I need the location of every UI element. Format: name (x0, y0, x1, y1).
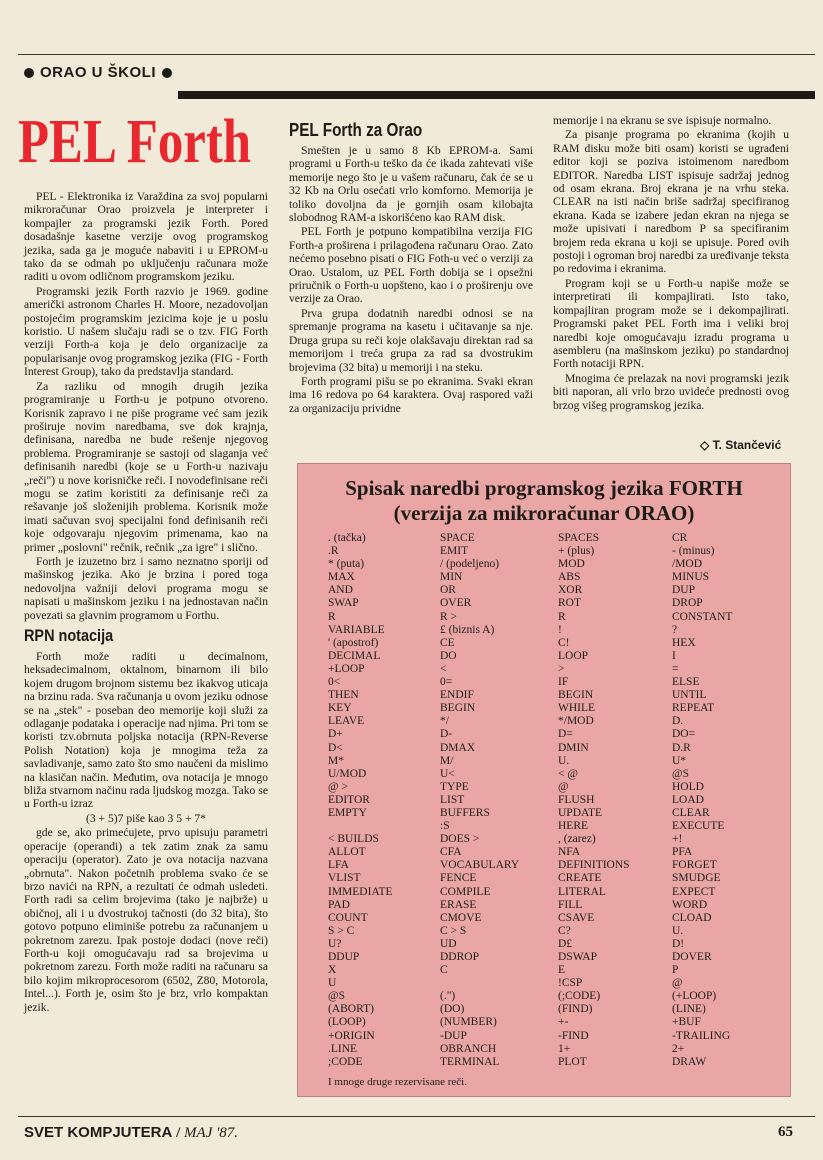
command-word: D. (672, 715, 684, 728)
section-label (24, 64, 172, 81)
command-word: .LINE (328, 1042, 358, 1055)
command-word: - (minus) (672, 545, 715, 558)
command-word: HERE (558, 820, 589, 833)
command-word: DROP (672, 597, 703, 610)
command-word: C > S (440, 924, 467, 937)
command-word: -DUP (440, 1029, 467, 1042)
command-word: ERASE (440, 898, 477, 911)
command-word: M* (328, 754, 344, 767)
footer-separator: / (176, 1125, 181, 1141)
footer-rule (18, 1116, 815, 1117)
command-word: M/ (440, 754, 454, 767)
command-word: */MOD (558, 715, 594, 728)
command-word: (;CODE) (558, 990, 601, 1003)
command-word: £ (biznis A) (440, 623, 495, 636)
command-word: , (zarez) (558, 833, 596, 846)
command-word: !CSP (558, 977, 583, 990)
command-word: EDITOR (328, 793, 370, 806)
header-bar (178, 91, 815, 99)
command-word: CREATE (558, 872, 602, 885)
command-word: ALLOT (328, 846, 366, 859)
section-name: ORAO U ŠKOLI (40, 64, 157, 81)
command-word: PLOT (558, 1055, 587, 1068)
command-word: UNTIL (672, 689, 707, 702)
command-word: IF (558, 676, 569, 689)
paragraph: Za razliku od mnogih drugih jezika programiranje u Forth-u je potpuno otvoreno. Korisnik zapravo i ne piše programe već sam jezik proširuje novim naredbama, sve dok krajnja, definisana, naredba ne bude rešenje njegovog problema. Programiranje se sastoji od slaganja već definisanih naredbi (koje se u Forth-u nazivaju „reči") u nove korisničke reči. I novodefinisane reči mogu se zatim koristiti za definisanje reči za rešavanje još složenijih problema. Korisnik može imati sačuvan svoj specijalni fond definisanih reči koje odgovaraju njegovim primenama, kao na primer „poslovni" rečnik, rečnik „za igre" i slično. (24, 379, 268, 554)
command-word: C! (558, 636, 570, 649)
command-word: SPACES (558, 532, 600, 544)
command-word: 1+ (558, 1042, 571, 1055)
command-word: ENDIF (440, 689, 474, 702)
command-word: ! (558, 623, 562, 636)
command-word: DDROP (440, 951, 479, 963)
command-word: -FIND (558, 1029, 589, 1042)
command-word: DEFINITIONS (558, 859, 630, 872)
command-word: P (672, 964, 679, 977)
command-word: AND (328, 584, 353, 597)
command-word: FLUSH (558, 793, 595, 806)
command-word: ROT (558, 597, 581, 610)
command-word: (NUMBER) (440, 1016, 497, 1029)
rpn-heading: RPN notacija (24, 626, 114, 645)
command-word: DSWAP (558, 951, 597, 963)
command-word: LIST (440, 793, 465, 806)
command-word: @ > (328, 780, 348, 793)
command-word: DOVER (672, 951, 712, 963)
command-word: EMIT (440, 545, 469, 558)
command-word: . (tačka) (328, 532, 366, 544)
paragraph: Mnogima će prelazak na novi programski jezik biti naporan, ali vrlo brzo uvideće prednosti ovog brzog višeg programskog jezika. (553, 371, 789, 412)
author: ◇ T. Stančević (700, 438, 782, 452)
command-word: MIN (440, 571, 463, 584)
command-word: @S (328, 990, 345, 1003)
command-word: -TRAILING (672, 1029, 731, 1042)
command-word: DUP (672, 584, 696, 597)
command-word: < BUILDS (328, 833, 379, 846)
command-word: WHILE (558, 702, 596, 715)
command-word: OR (440, 584, 456, 597)
command-word: LEAVE (328, 715, 365, 728)
command-word: U< (440, 767, 455, 780)
command-word: SPACE (440, 532, 475, 544)
command-word: NFA (558, 846, 581, 859)
command-word: 2+ (672, 1042, 685, 1055)
col2-heading: PEL Forth za Orao (289, 120, 423, 140)
column-2 (289, 144, 533, 416)
column-1 (24, 190, 268, 1015)
command-word: U. (558, 754, 570, 767)
command-word: TERMINAL (440, 1055, 500, 1068)
command-word: SWAP (328, 597, 359, 610)
command-word: */ (440, 715, 449, 728)
command-word: DMAX (440, 741, 476, 754)
command-word: FORGET (672, 859, 717, 872)
command-word: ;CODE (328, 1055, 363, 1068)
paragraph: PEL Forth je potpuno kompatibilna verzija FIG Forth-a proširena i prilagođena računaru Orao. Zato nećemo posebno pisati o FIG Foth-u već o verziji za Orao. Ustalom, uz PEL Forth dobija se i opsežni priručnik o Forth-u uopšteno, kao i o proširenju ove verzije za Orao. (289, 225, 533, 306)
top-rule (18, 54, 815, 55)
command-word: DOES > (440, 833, 480, 846)
command-word: VOCABULARY (440, 859, 520, 872)
command-word: DO (440, 649, 457, 662)
command-word: CR (672, 532, 688, 544)
command-word: COMPILE (440, 885, 491, 898)
command-word: DMIN (558, 741, 589, 754)
command-word: +! (672, 833, 683, 846)
command-word: CSAVE (558, 911, 595, 924)
command-word: THEN (328, 689, 359, 702)
paragraph: memorije i na ekranu se sve ispisuje normalno. (553, 114, 772, 127)
command-word: BEGIN (440, 702, 476, 715)
command-word: PAD (328, 898, 350, 911)
command-word: D£ (558, 937, 573, 950)
command-word: KEY (328, 702, 352, 715)
command-word: > (558, 662, 565, 675)
command-word: LFA (328, 859, 349, 872)
command-word: U* (672, 754, 687, 767)
command-word: (LINE) (672, 1003, 706, 1016)
command-word: + (plus) (558, 545, 595, 558)
command-word: S > C (328, 924, 355, 937)
command-word: (ABORT) (328, 1003, 374, 1016)
command-word: LITERAL (558, 885, 606, 898)
command-word: TYPE (440, 780, 469, 793)
command-word: IMMEDIATE (328, 885, 393, 898)
paragraph: Program koji se u Forth-u napiše može se interpretirati ili kompajlirati. Isto tako, kompajliran program može se i dekompajlirati. Programski paket PEL Forth ima i veliki broj naredbi koje omogućavaju izradu programa u asembleru (na mašinskom jeziku) po standardnoj Forth notaciji RPN. (553, 276, 789, 371)
command-word: BUFFERS (440, 806, 490, 819)
command-list-box (297, 463, 791, 1097)
command-word: .R (328, 545, 339, 558)
command-word: (+LOOP) (672, 990, 717, 1003)
command-word (440, 977, 558, 990)
command-word: DRAW (672, 1055, 707, 1068)
command-word: I (672, 649, 676, 662)
command-grid (328, 532, 786, 1069)
command-word: UD (440, 937, 457, 950)
command-word: ? (672, 623, 678, 636)
command-word: EMPTY (328, 806, 367, 819)
bullet-icon (162, 68, 172, 78)
command-word: XOR (558, 584, 583, 597)
command-word: ABS (558, 571, 581, 584)
command-word: D- (440, 728, 453, 741)
command-word: OBRANCH (440, 1042, 497, 1055)
command-word: D! (672, 937, 685, 950)
command-word: CONSTANT (672, 610, 733, 623)
command-word: /MOD (672, 558, 703, 571)
command-word: U. (672, 924, 684, 937)
command-word: REPEAT (672, 702, 715, 715)
command-word: OVER (440, 597, 472, 610)
command-word (328, 820, 440, 833)
command-word: +- (558, 1016, 569, 1029)
command-word: DO= (672, 728, 696, 741)
command-word: / (podeljeno) (440, 558, 500, 571)
command-word: (DO) (440, 1003, 465, 1016)
command-word: CLOAD (672, 911, 712, 924)
command-word: WORD (672, 898, 708, 911)
command-word: X (328, 964, 337, 977)
command-word: D= (558, 728, 573, 741)
command-word: HOLD (672, 780, 704, 793)
command-word: MOD (558, 558, 585, 571)
command-word: 0< (328, 676, 341, 689)
command-word: (FIND) (558, 1003, 593, 1016)
command-word: CFA (440, 846, 462, 859)
command-word: D< (328, 741, 343, 754)
paragraph: Forth je izuzetno brz i samo neznatno sporiji od mašinskog jezika. Ako je brzina i pored toga nedovoljna važniji delovi programa mogu se napisati u mašinskom jeziku i na jednostavan način povezati sa glavnim programom u Forthu. (24, 554, 268, 622)
command-word: D.R (672, 741, 691, 754)
command-word: @S (672, 767, 689, 780)
command-word: LOAD (672, 793, 704, 806)
command-word: BEGIN (558, 689, 594, 702)
command-word: COUNT (328, 911, 368, 924)
command-word: CLEAR (672, 806, 710, 819)
command-word: @ (672, 977, 683, 990)
command-word: :S (440, 820, 450, 833)
paragraph: Smešten je u samo 8 Kb EPROM-a. Sami programi u Forth-u teško da će ikada zahtevati više memorije nego što je u vašem računaru, čak će se u 32 Kb na Orlu osećati vrlo komforno. Memorija je toliko dovoljna da je gornjih osam kilobajta slobodnog RAM-a iskorišćeno kao RAM disk. (289, 144, 533, 225)
command-word: VLIST (328, 872, 361, 885)
command-word: R > (440, 610, 458, 623)
command-word: DDUP (328, 951, 360, 963)
command-word: CMOVE (440, 911, 482, 924)
article-title: PEL Forth (18, 108, 252, 176)
paragraph: Forth može raditi u decimalnom, heksadecimalnom, oktalnom, binarnom ili bilo kojem drugom brojnom sistemu bez ikakvog uticaja na brzinu rada. Sva računanja u ovom jeziku odnose se na „stek" - poseban deo memorije koji služi za odlaganje podataka i operacije nad njima. Pri tom se koristi tzv.obrnuta poljska notacija (RPN-Reverse Polish Notation) koja je mnogima teža za savladivanje, samo zato što smo naučeni da mislimo na klasičan način. Međutim, ova notacija je mnogo bliža stvarnom načinu rada ljudskog mozga. Tako se u Forth-u izraz (24, 650, 268, 811)
command-word: MAX (328, 571, 355, 584)
command-word: UPDATE (558, 806, 603, 819)
command-word: SMUDGE (672, 872, 721, 885)
command-word: (LOOP) (328, 1016, 366, 1029)
command-word: +LOOP (328, 662, 365, 675)
command-word: < (440, 662, 447, 675)
command-word: D+ (328, 728, 343, 741)
page-number: 65 (778, 1124, 793, 1140)
command-word: EXPECT (672, 885, 716, 898)
command-word: 0= (440, 676, 453, 689)
command-word: U (328, 977, 337, 990)
command-word: C? (558, 924, 571, 937)
command-word: ' (apostrof) (328, 636, 379, 649)
paragraph: gde se, ako primećujete, prvo upisuju parametri operacije (operandi) a tek zatim znak za samu operaciju (operator). Zato je ova notacija nazvana „obrnuta". Nakon početnih problema svako će se brzo navići na RPN, a rezultati će odmah usledeti. Forth radi sa celim brojevima (tako je najbrže) u običnoj, ali i u dvostrukoj tačnosti (do 32 bita), što gotovo potpuno eliminiše potrebu za računanjem u pokretnom zarezu. Ipak postoje dodaci (nove reči) Forth-u koji omogućavaju rad sa brojevima u pokretnom zarezu. Forth može raditi na računaru sa bilo kojim mikroprocesorom (6502, Z80, Motorola, Intel...). Forth je, osim što je brz, vrlo kompaktan jezik. (24, 826, 268, 1014)
command-word: FENCE (440, 872, 477, 885)
magazine-name: SVET KOMPJUTERA (24, 1124, 173, 1141)
command-word: U/MOD (328, 767, 367, 780)
command-word: (.") (440, 990, 456, 1003)
box-title (298, 476, 790, 526)
box-title-line-2: (verzija za mikroračunar ORAO) (393, 501, 695, 525)
command-word: < @ (558, 767, 578, 780)
formula: (3 + 5)7 piše kao 3 5 + 7* (86, 811, 206, 825)
paragraph: Programski jezik Forth razvio je 1969. godine američki astronom Charles H. Moore, nezadovoljan postojećim programskim jezicima koje je u poslu koristio. U našem slučaju radi se o tzv. FIG Forth verziji Forth-a koja je delo organizacije za popularisanje ovog programskog jezika (FIG - Forth Interest Group), tako da predstavlja standard. (24, 284, 268, 379)
command-word: VARIABLE (328, 623, 385, 636)
command-word: * (puta) (328, 558, 365, 571)
paragraph: Za pisanje programa po ekranima (kojih u RAM disku može biti osam) koristi se ugrađeni editor koji se poziva istoimenom naredbom EDITOR. Naredba LIST ispisuje sadržaj jednog od osam ekrana. Broj ekrana je na vrhu steka. CLEAR na isti način briše sadržaj specifiranog ekrana. Kada se izabere jedan ekran na njega se može upisivati i naredbom P sa specifiranim brojem reda ekrana u koji se upisuje. Pored ovih postoji i ogroman broj naredbi za uređivanje teksta po redovima i ekranima. (553, 128, 789, 276)
command-word: @ (558, 780, 569, 793)
issue-date: MAJ '87. (184, 1125, 239, 1141)
command-word: LOOP (558, 649, 589, 662)
command-word: C (440, 964, 448, 977)
command-word: DECIMAL (328, 649, 381, 662)
command-word: = (672, 662, 679, 675)
command-word: MINUS (672, 571, 710, 584)
footer-credit (24, 1124, 238, 1142)
command-word: EXECUTE (672, 820, 725, 833)
command-word: R (558, 610, 566, 623)
command-word: CE (440, 636, 455, 649)
paragraph: Forth programi pišu se po ekranima. Svaki ekran ima 16 redova po 64 karaktera. Ovaj raspored važi za organizaciju prividne (289, 374, 533, 415)
command-word: FILL (558, 898, 583, 911)
column-3 (553, 114, 789, 413)
paragraph: PEL - Elektronika iz Varaždina za svoj popularni mikroračunar Orao proizvela je interpreter i kompajler za programski jezik Forth. Pored dosadašnje kasetne verzije ovog programskog jezika, sada ga je moguće nabaviti i u EPROM-u tako da se odmah po uključenju računara može raditi u ovom odličnom programskom jeziku. (24, 190, 268, 284)
command-word: +BUF (672, 1016, 701, 1029)
command-word: U? (328, 937, 342, 950)
command-word: R (328, 610, 336, 623)
box-note: I mnoge druge rezervisane reči. (328, 1076, 467, 1088)
box-title-line-1: Spisak naredbi programskog jezika FORTH (345, 476, 743, 500)
command-word: ELSE (672, 676, 700, 689)
command-word: PFA (672, 846, 693, 859)
bullet-icon (24, 68, 34, 78)
command-word: HEX (672, 636, 696, 649)
command-word: E (558, 964, 566, 977)
paragraph: Prva grupa dodatnih naredbi odnosi se na spremanje programa na kasetu i učitavanje sa nje. Druga grupa su reči koje olakšavaju direktan rad sa memorijom i treća grupa za rad sa dvostrukim brojevima (32 bita) u memoriji i na steku. (289, 306, 533, 374)
command-word: +ORIGIN (328, 1029, 375, 1042)
